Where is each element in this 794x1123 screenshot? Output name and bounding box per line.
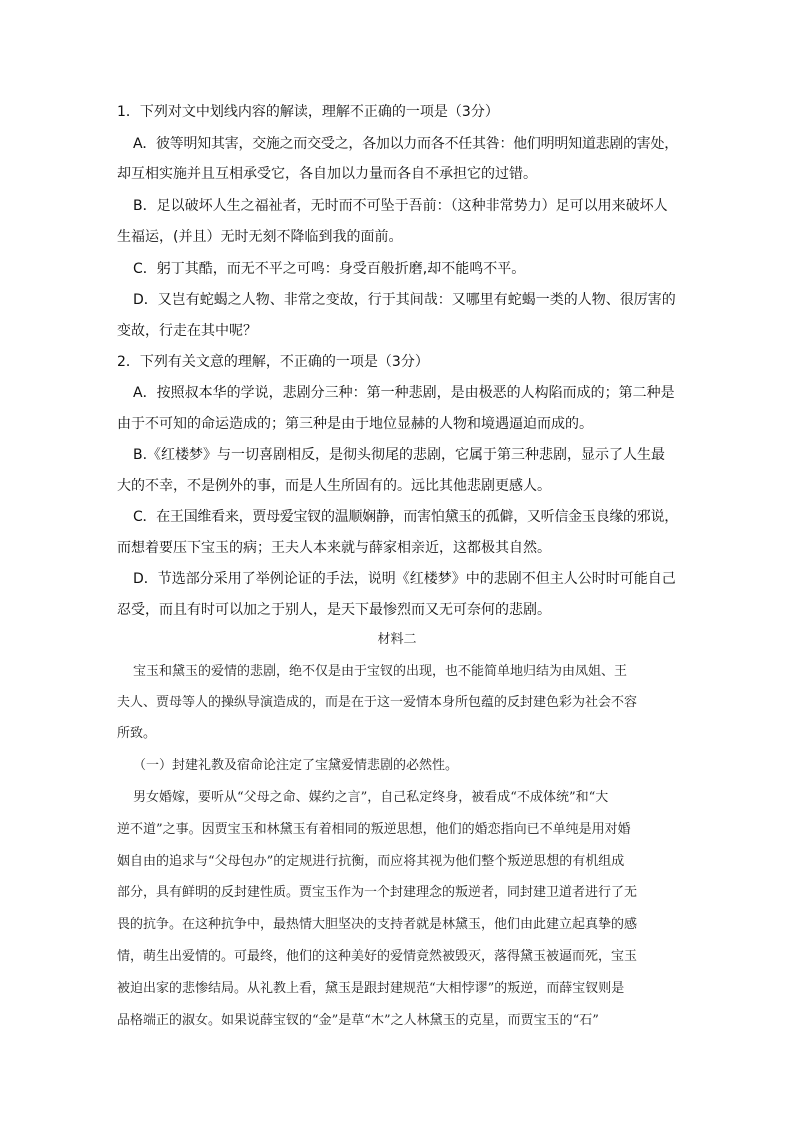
question-2-stem: 2．下列有关文意的理解，不正确的一项是（3分） (117, 354, 429, 370)
question-1-option-a-line-2: 却互相实施并且互相承受它，各自加以力量而各自不承担它的过错。 (117, 166, 537, 182)
question-2-option-b-line-1: B.《红楼梦》与一切喜剧相反，是彻头彻尾的悲剧，它属于第三种悲剧，显示了人生最 (133, 447, 666, 463)
question-1-option-c: C．躬丁其酷，而无不平之可鸣：身受百般折磨,却不能鸣不平。 (133, 261, 526, 277)
material-2-para-2-line-8: 品格端正的淑女。如果说薛宝钗的“金”是草“木”之人林黛玉的克星，而贾宝玉的“石” (117, 1013, 599, 1028)
question-2-option-d-line-2: 忍受，而且有时可以加之于别人，是天下最惨烈而又无可奈何的悲剧。 (117, 602, 551, 618)
question-2-option-c-line-1: C．在王国维看来，贾母爱宝钗的温顺娴静，而害怕黛玉的孤僻，又听信金玉良缘的邪说， (133, 509, 678, 525)
material-2-para-2-line-3: 姻自由的追求与“父母包办”的定规进行抗衡，而应将其视为他们整个叛逆思想的有机组成 (117, 854, 625, 869)
material-2-para-1-line-3: 所致。 (117, 726, 157, 741)
material-2-para-2-line-1: 男女婚嫁，要听从“父母之命、媒约之言”，自己私定终身，被看成“不成体统”和“大 (133, 790, 609, 805)
question-2-option-a-line-1: A．按照叔本华的学说，悲剧分三种：第一种悲剧，是由极恶的人构陷而成的；第二种是 (133, 385, 675, 401)
question-1-stem: 1．下列对文中划线内容的解读，理解不正确的一项是（3分） (117, 104, 499, 120)
question-1-option-a-line-1: A．彼等明知其害，交施之而交受之，各加以力而各不任其咎：他们明明知道悲剧的害处， (133, 136, 679, 152)
material-2-para-2-line-4: 部分，具有鲜明的反封建性质。贾宝玉作为一个封建理念的叛逆者，同封建卫道者进行了无 (117, 885, 638, 900)
material-2-para-2-line-7: 被迫出家的悲惨结局。从礼教上看，黛玉是跟封建规范“大相悖谬”的叛逆，而薛宝钗则是 (117, 981, 625, 996)
question-2-option-c-line-2: 而想着要压下宝玉的病；王夫人本来就与薛家相亲近，这都极其自然。 (117, 540, 551, 556)
question-1-option-d-line-1: D．又岂有蛇蝎之人物、非常之变故，行于其间哉：又哪里有蛇蝎一类的人物、很厉害的 (133, 292, 676, 308)
material-2-para-2-line-5: 畏的抗争。在这种抗争中，最热情大胆坚决的支持者就是林黛玉，他们由此建立起真挚的感 (117, 917, 638, 932)
question-2-option-d-line-1: D．节选部分采用了举例论证的手法，说明《红楼梦》中的悲剧不但主人公时时可能自己 (133, 571, 676, 587)
material-2-para-1-line-2: 夫人、贾母等人的操纵导演造成的，而是在于这一爱情本身所包蕴的反封建色彩为社会不容 (117, 695, 638, 710)
material-2-subheading: （一）封建礼教及宿命论注定了宝黛爱情悲剧的必然性。 (133, 758, 459, 773)
question-2-option-b-line-2: 大的不幸，不是例外的事，而是人生所固有的。远比其他悲剧更感人。 (117, 478, 551, 494)
material-2-para-2-line-2: 逆不道”之事。因贾宝玉和林黛玉有着相同的叛逆思想，他们的婚恋指向已不单纯是用对婚 (117, 822, 631, 837)
question-1-option-d-line-2: 变故，行走在其中呢？ (117, 323, 257, 339)
question-1-option-b-line-1: B．足以破坏人生之福祉者，无时而不可坠于吾前：（这种非常势力）足可以用来破坏人 (133, 198, 668, 214)
question-1-option-b-line-2: 生福运，(并且）无时无刻不降临到我的面前。 (117, 229, 403, 245)
material-2-title: 材料二 (377, 632, 417, 647)
question-2-option-a-line-2: 由于不可知的命运造成的；第三种是由于地位显赫的人物和境遇逼迫而成的。 (117, 416, 593, 432)
material-2-para-2-line-6: 情，萌生出爱情的。可最终，他们的这种美好的爱情竟然被毁灭，落得黛玉被逼而死，宝玉 (117, 949, 638, 964)
material-2-para-1-line-1: 宝玉和黛玉的爱情的悲剧，绝不仅是由于宝钗的出现，也不能简单地归结为由凤姐、王 (133, 664, 628, 679)
